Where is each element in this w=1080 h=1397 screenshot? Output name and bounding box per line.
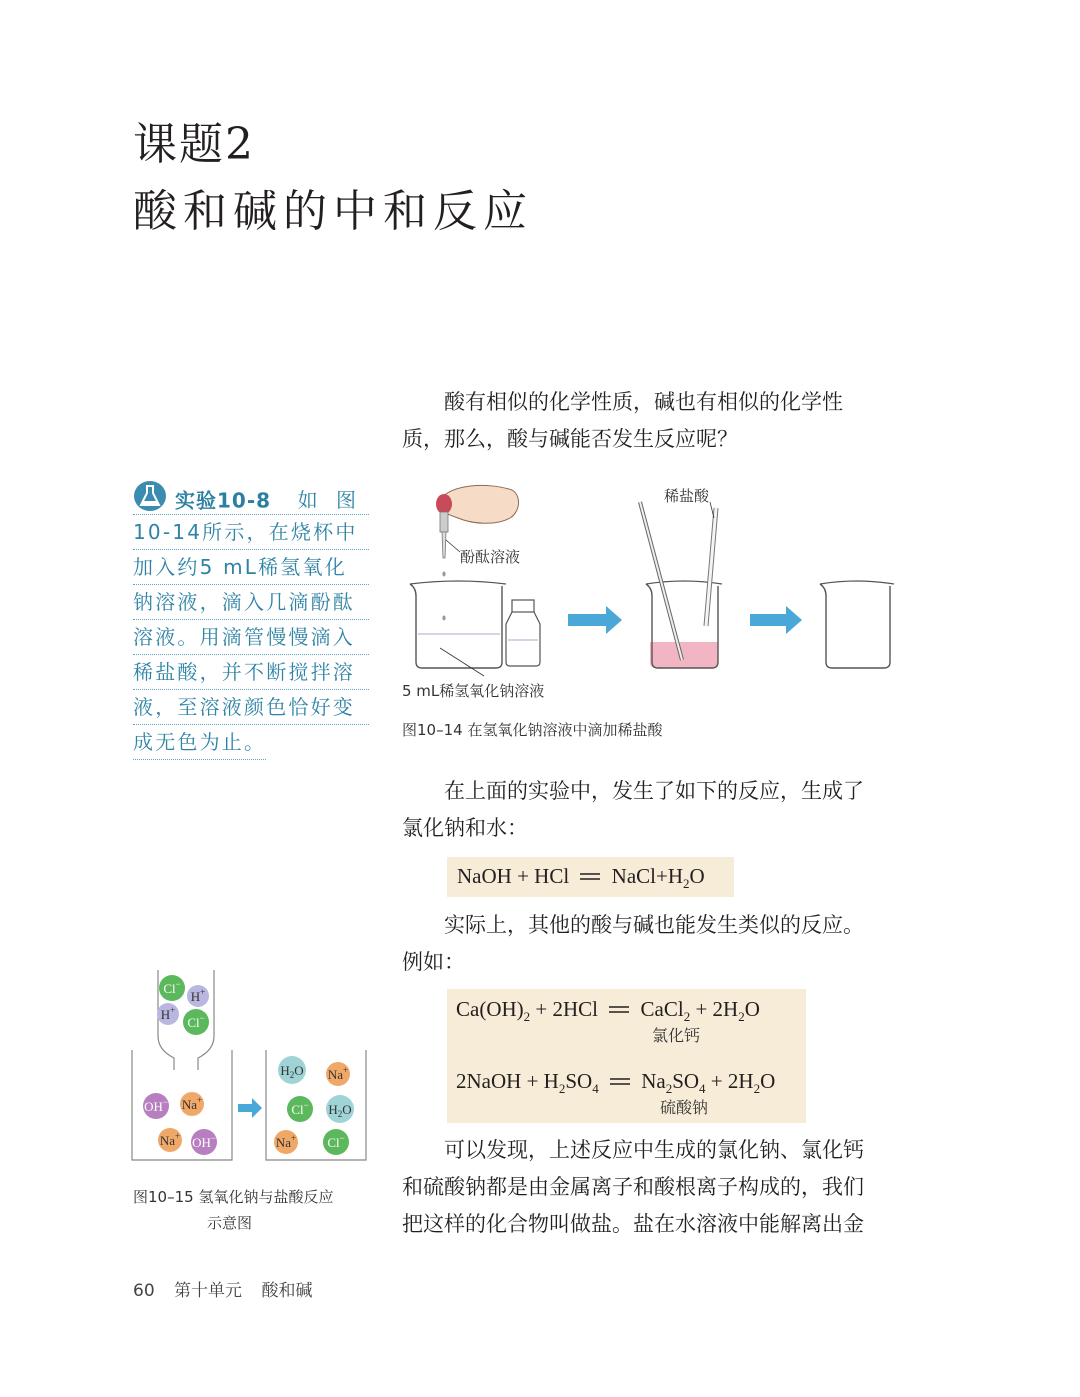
experiment-line-2: 加入约5 mL稀氢氧化: [133, 550, 369, 585]
figure-10-15-caption-1: 图10–15 氢氧化钠与盐酸反应: [133, 1188, 334, 1206]
beaker-clear: [820, 581, 894, 668]
eq2-b: + 2HCl: [530, 997, 599, 1021]
eq2-d-sub: 2: [738, 1009, 745, 1025]
lesson-title: 酸和碱的中和反应: [133, 186, 533, 237]
eq3-e: + 2H: [705, 1069, 754, 1093]
eq3-note: 硫酸钠: [660, 1098, 709, 1117]
eq2-e: O: [744, 997, 760, 1021]
experiment-line-5: 稀盐酸，并不断搅拌溶: [133, 655, 369, 690]
eq3-d: SO: [672, 1069, 700, 1093]
eq3-b: SO: [565, 1069, 593, 1093]
para4-line-3: 把这样的化合物叫做盐。盐在水溶液中能解离出金: [402, 1212, 864, 1236]
ion-label: Na+: [159, 1131, 181, 1148]
figure-10-14-caption: 图10–14 在氢氧化钠溶液中滴加稀盐酸: [402, 721, 663, 739]
arrow-right-icon: [238, 1098, 262, 1118]
experiment-sidebar: [133, 480, 369, 772]
ion-label: OH−: [144, 1097, 168, 1114]
eq2-note: 氯化钙: [652, 1026, 701, 1045]
equals-sign-icon: [607, 1004, 631, 1016]
figure-10-15-diagram: [128, 966, 372, 1170]
eq2-d: + 2H: [690, 997, 739, 1021]
arrow-right-icon: [568, 606, 622, 634]
paragraph-2: [402, 773, 908, 847]
ion-label: Cl−: [291, 1100, 309, 1117]
equation-1: [457, 864, 705, 892]
para4-line-2: 和硫酸钠都是由金属离子和酸根离子构成的，我们: [402, 1175, 864, 1199]
eq2-c-sub: 2: [683, 1009, 691, 1025]
equation-3: [456, 1069, 775, 1097]
eq3-d-sub: 4: [699, 1081, 706, 1097]
experiment-line-6: 液，至溶液颜色恰好变: [133, 690, 369, 725]
ion-label: OH−: [192, 1133, 216, 1150]
beaker-naoh: [410, 581, 506, 668]
intro-paragraph: [402, 384, 908, 458]
intro-line-2: 质，那么，酸与碱能否发生反应呢？: [402, 427, 738, 451]
eq3-c: Na: [641, 1069, 666, 1093]
experiment-line-4: 溶液。用滴管慢慢滴入: [133, 620, 369, 655]
figure-10-14-illustration: [400, 478, 900, 700]
equals-sign-icon: [608, 1076, 632, 1088]
paragraph-3: [402, 907, 908, 981]
page-number: 60: [133, 1281, 155, 1301]
equation-2-3-box: [447, 989, 806, 1123]
eq3-a: 2NaOH + H: [456, 1069, 559, 1093]
para2-line-1: 在上面的实验中，发生了如下的反应，生成了: [444, 779, 864, 803]
para4-line-1: 可以发现，上述反应中生成的氯化钠、氯化钙: [444, 1138, 864, 1162]
ion-label: $H_2O$: [328, 1102, 352, 1119]
label-naoh-solution: 5 mL稀氢氧化钠溶液: [402, 682, 545, 700]
beaker-pink: [640, 502, 722, 668]
eq1-product: NaCl+H: [611, 864, 684, 888]
indicator-bottle: [506, 600, 540, 666]
experiment-line-3: 钠溶液，滴入几滴酚酞: [133, 585, 369, 620]
flask-icon: [133, 480, 167, 515]
ion-label: Na+: [327, 1065, 349, 1082]
equation-2: [456, 997, 760, 1025]
lesson-number: 课题2: [133, 119, 255, 170]
ion-label: Cl−: [187, 1013, 205, 1030]
eq2-a: Ca(OH): [456, 997, 524, 1021]
experiment-line-7: 成无色为止。: [133, 725, 266, 760]
label-phenolphthalein: 酚酞溶液: [460, 548, 521, 566]
equals-sign-icon: [578, 871, 602, 883]
unit-name: 第十单元: [174, 1281, 243, 1301]
ion-label: $H_2O$: [280, 1063, 304, 1080]
intro-line-1: 酸有相似的化学性质，碱也有相似的化学性: [444, 390, 843, 414]
arrow-right-icon: [750, 606, 802, 634]
experiment-line-0: 如 图: [297, 488, 362, 513]
para2-line-2: 氯化钠和水：: [402, 816, 528, 840]
eq2-c: CaCl: [640, 997, 684, 1021]
eq1-tail: O: [689, 864, 705, 888]
experiment-label: 实验10-8: [175, 488, 272, 513]
eq3-c-sub: 2: [665, 1081, 673, 1097]
ion-label: H+: [190, 987, 206, 1004]
eq3-f: O: [760, 1069, 776, 1093]
ion-label: Na+: [275, 1133, 297, 1150]
unit-title: 酸和碱: [261, 1281, 313, 1301]
ion-label: Cl−: [327, 1133, 345, 1150]
eq1-reactants: NaOH + HCl: [457, 864, 570, 888]
para3-line-2: 例如：: [402, 950, 465, 974]
eq3-a-sub: 2: [558, 1081, 566, 1097]
ion-label: H+: [160, 1005, 176, 1022]
eq3-b-sub: 4: [592, 1081, 599, 1097]
label-dilute-hcl: 稀盐酸: [664, 487, 710, 505]
para3-line-1: 实际上，其他的酸与碱也能发生类似的反应。: [444, 913, 864, 937]
figure-10-15-caption-2: 示意图: [207, 1214, 253, 1232]
ion-label: Cl−: [163, 979, 181, 996]
page-footer: [133, 1276, 326, 1301]
equation-1-box: [447, 857, 734, 897]
experiment-line-1: 10-14所示，在烧杯中: [133, 515, 369, 550]
eq1-sub: 2: [683, 876, 690, 892]
eq3-e-sub: 2: [753, 1081, 761, 1097]
ion-label: Na+: [181, 1095, 203, 1112]
paragraph-4: [402, 1132, 908, 1243]
eq2-a-sub: 2: [523, 1009, 531, 1025]
